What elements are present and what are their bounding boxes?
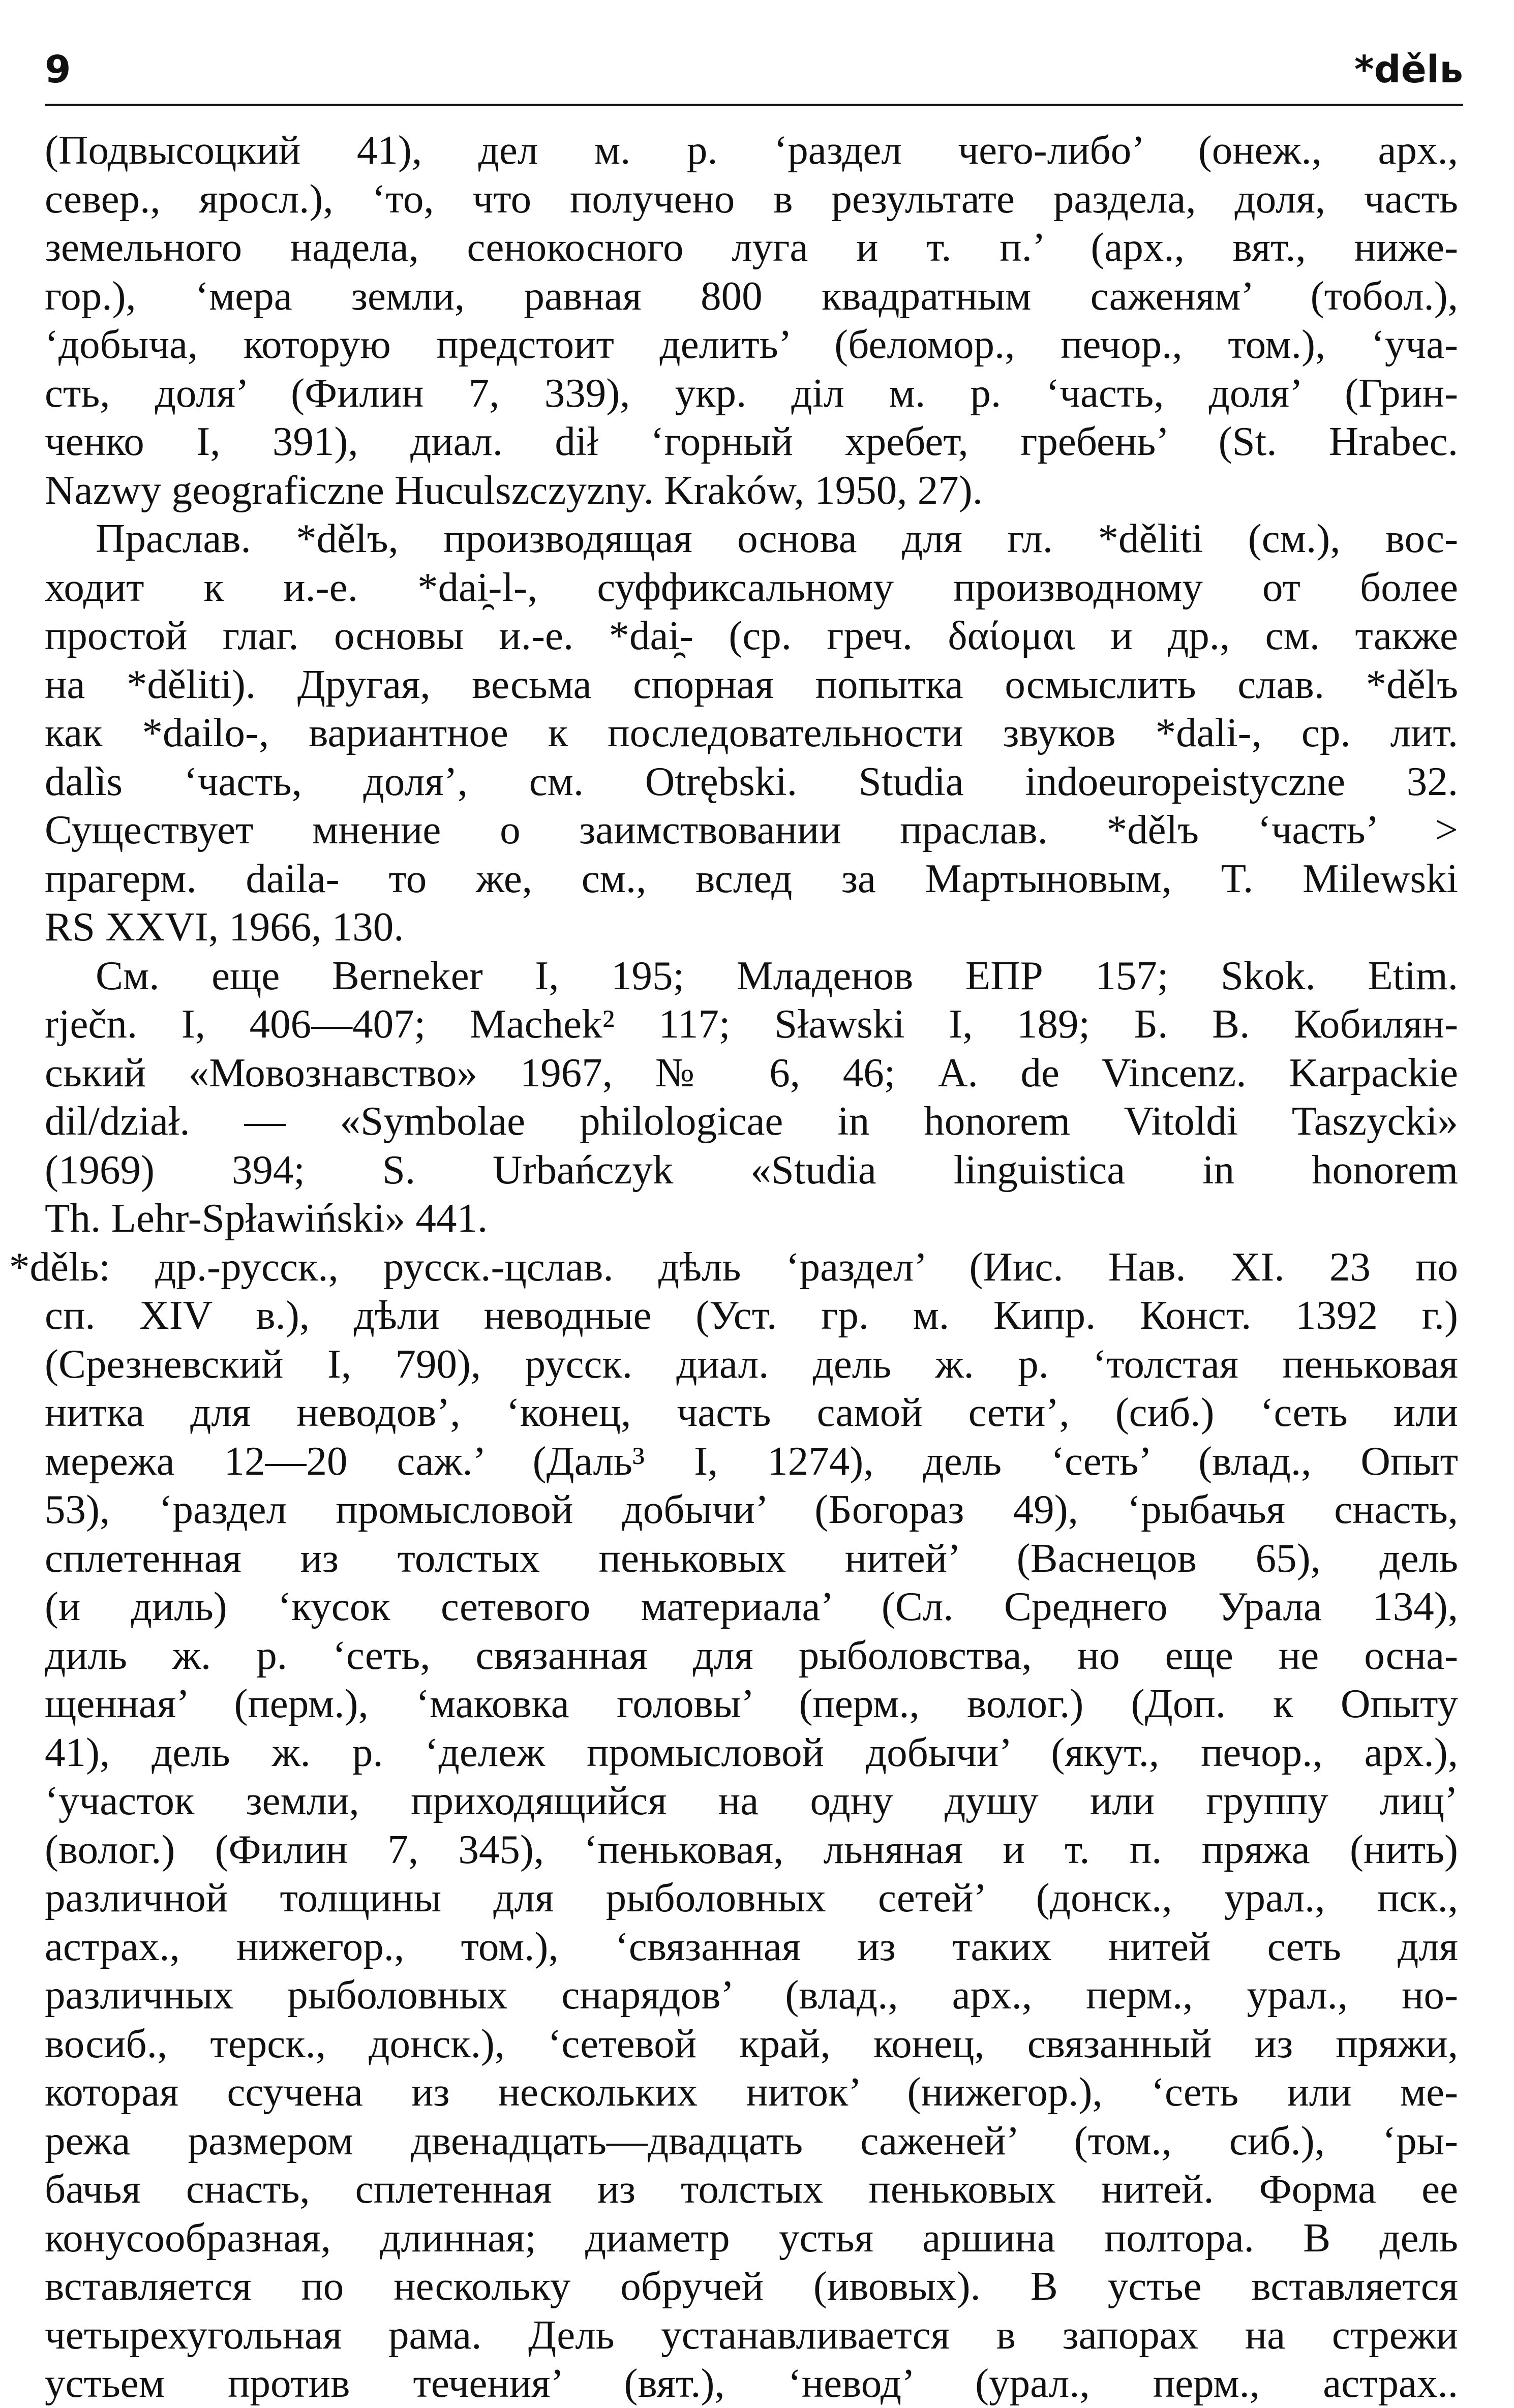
- text-line: Th. Lehr-Spławiński» 441.: [45, 1195, 488, 1241]
- text-line: конусообразная, длинная; диаметр устья аршина полтора. В дель: [45, 2214, 1458, 2261]
- text-line: (Срезневский I, 790), русск. диал. дель ж. р. ‘толстая пеньковая: [45, 1340, 1458, 1387]
- text-line: Nazwy geograficzne Huculszczyzny. Kraków, 1950, 27).: [45, 467, 983, 513]
- text-line: простой глаг. основы и.-е. *dai̯- (ср. греч. δαίομαι и др., см. также: [45, 613, 1458, 658]
- text-line: ‘добыча, которую предстоит делить’ (беломор., печор., том.), ‘уча-: [45, 321, 1458, 367]
- text-line: гор.), ‘мера земли, равная 800 квадратным саженям’ (тобол.),: [45, 272, 1458, 319]
- text-line: См. еще Berneker I, 195; Младенов ЕПР 157; Skok. Etim.: [96, 952, 1458, 998]
- text-line: ський «Мовознавство» 1967, № 6, 46; A. de Vincenz. Karpackie: [45, 1049, 1458, 1095]
- text-line: нитка для неводов’, ‘конец, часть самой сети’, (сиб.) ‘сеть или: [45, 1389, 1458, 1435]
- text-line: прагерм. daila- то же, см., вслед за Мартыновым, T. Milewski: [45, 855, 1458, 901]
- text-line: различных рыболовных снарядов’ (влад., арх., перм., урал., но-: [45, 1972, 1458, 2018]
- text-line: (волог.) (Филин 7, 345), ‘пеньковая, льняная и т. п. пряжа (нить): [45, 1826, 1458, 1872]
- text-line: dalìs ‘часть, доля’, см. Otrębski. Studia indoeuropeistyczne 32.: [45, 758, 1458, 804]
- text-line: сплетенная из толстых пеньковых нитей’ (Васнецов 65), дель: [45, 1535, 1458, 1581]
- text-line: RS XXVI, 1966, 130.: [45, 904, 404, 950]
- text-line: сп. XIV в.), дѣли неводные (Уст. гр. м. Кипр. Конст. 1392 г.): [45, 1292, 1458, 1338]
- text-line: сть, доля’ (Филин 7, 339), укр. дiл м. р. ‘часть, доля’ (Грин-: [45, 370, 1458, 416]
- text-line: диль ж. р. ‘сеть, связанная для рыболовства, но еще не осна-: [45, 1632, 1458, 1678]
- text-line: как *dailo-, вариантное к последовательности звуков *dali-, ср. лит.: [45, 710, 1458, 755]
- text-line: (Подвысоцкий 41), дел м. р. ‘раздел чего-либо’ (онеж., арх.,: [45, 127, 1458, 173]
- running-header: [45, 43, 1463, 106]
- text-line: вставляется по нескольку обручей (ивовых). В устье вставляется: [45, 2263, 1458, 2309]
- text-line: 53), ‘раздел промысловой добычи’ (Богораз 49), ‘рыбачья снасть,: [45, 1486, 1458, 1532]
- text-line: бачья снасть, сплетенная из толстых пеньковых нитей. Форма ее: [45, 2166, 1458, 2212]
- text-line: ченко I, 391), диал. dił ‘горный хребет, гребень’ (St. Hrabec.: [45, 418, 1458, 464]
- text-line: устьем против течения’ (вят.), ‘невод’ (урал., перм., астрах..: [45, 2360, 1458, 2406]
- text-line: dil/dział. — «Symbolae philologicae in honorem Vitoldi Taszycki»: [45, 1098, 1458, 1144]
- text-line: астрах., нижегор., том.), ‘связанная из таких нитей сеть для: [45, 1923, 1458, 1969]
- page-number: 9: [45, 48, 71, 92]
- text-line: север., яросл.), ‘то, что получено в результате раздела, доля, часть: [45, 175, 1458, 222]
- text-line: ходит к и.-е. *dai̯-l-, суффиксальному производному от более: [45, 564, 1458, 610]
- text-line: ‘участок земли, приходящийся на одну душу или группу лиц’: [45, 1778, 1458, 1823]
- entry-text: [9, 126, 1458, 2408]
- text-line: (и диль) ‘кусок сетевого материала’ (Сл. Среднего Урала 134),: [45, 1583, 1458, 1629]
- text-line: режа размером двенадцать—двадцать саженей’ (том., сиб.), ‘ры-: [45, 2117, 1458, 2163]
- running-headword: *dělь: [1354, 48, 1463, 92]
- text-line: восиб., терск., донск.), ‘сетевой край, конец, связанный из пряжи,: [45, 2020, 1458, 2066]
- text-line: (1969) 394; S. Urbańczyk «Studia linguistica in honorem: [45, 1146, 1458, 1193]
- text-line: *dělь: др.-русск., русск.-цслав. дѣль ‘раздел’ (Иис. Нав. XI. 23 по: [9, 1243, 1458, 1290]
- text-line: земельного надела, сенокосного луга и т. п.’ (арх., вят., ниже-: [45, 224, 1458, 270]
- text-line: Праслав. *dělъ, производящая основа для гл. *děliti (см.), вос-: [96, 515, 1458, 561]
- text-line: 41), дель ж. р. ‘дележ промысловой добычи’ (якут., печор., арх.),: [45, 1729, 1458, 1775]
- text-line: на *děliti). Другая, весьма спорная попытка осмыслить слав. *dělъ: [45, 661, 1458, 707]
- text-line: щенная’ (перм.), ‘маковка головы’ (перм., волог.) (Доп. к Опыту: [45, 1681, 1458, 1726]
- text-line: которая ссучена из нескольких ниток’ (нижегор.), ‘сеть или ме-: [45, 2069, 1458, 2115]
- text-line: мережа 12—20 саж.’ (Даль³ I, 1274), дель ‘сеть’ (влад., Опыт: [45, 1438, 1458, 1484]
- text-line: различной толщины для рыболовных сетей’ (донск., урал., пск.,: [45, 1875, 1458, 1921]
- text-line: rječn. I, 406—407; Machek² 117; Sławski I, 189; Б. В. Кобилян-: [45, 1001, 1458, 1047]
- text-line: четырехугольная рама. Дель устанавливается в запорах на стрежи: [45, 2311, 1458, 2358]
- text-line: Существует мнение о заимствовании праслав. *dělъ ‘часть’ >: [45, 807, 1458, 852]
